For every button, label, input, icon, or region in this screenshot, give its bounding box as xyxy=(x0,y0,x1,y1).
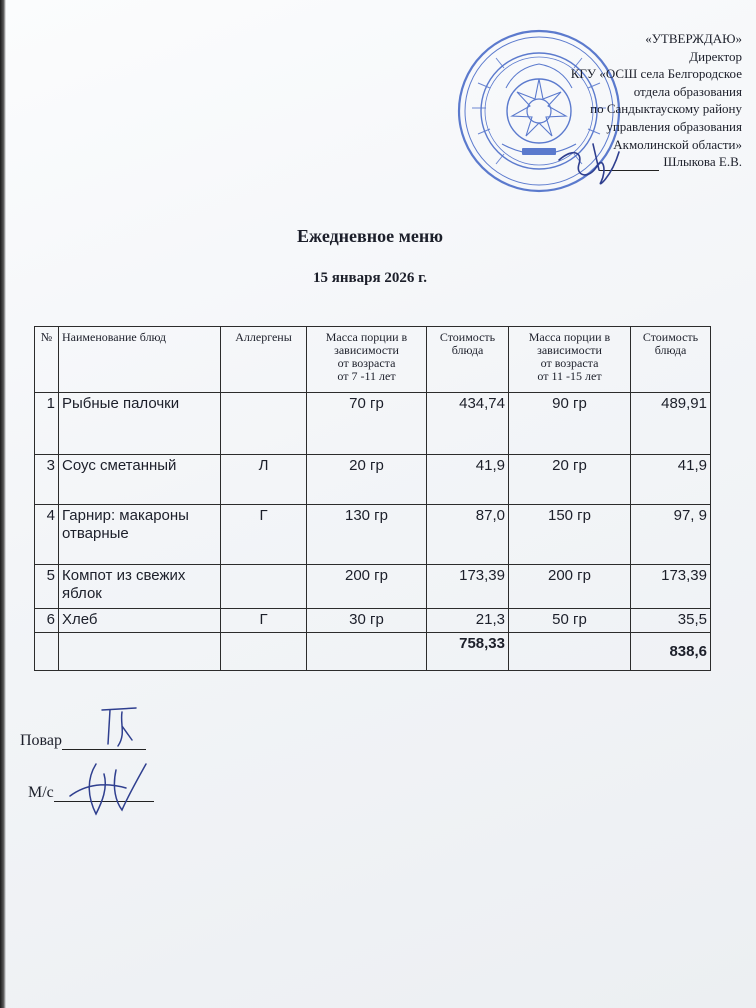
row-mass-7-11: 200 гр xyxy=(307,565,427,609)
total-empty xyxy=(59,633,221,671)
document-title: Ежедневное меню xyxy=(297,226,443,246)
table-row xyxy=(35,565,711,609)
row-mass-7-11: 130 гр xyxy=(307,505,427,565)
cook-signature xyxy=(96,704,146,750)
header-num: № xyxy=(35,327,59,393)
total-empty xyxy=(221,633,307,671)
row-dish-name: Рыбные палочки xyxy=(59,393,221,455)
row-dish-name: Компот из свежих яблок xyxy=(59,565,221,609)
cook-label: Повар xyxy=(20,732,62,749)
row-mass-11-15: 20 гр xyxy=(509,455,631,505)
row-cost-11-15: 35,5 xyxy=(631,609,711,633)
row-cost-7-11: 21,3 xyxy=(427,609,509,633)
approval-org-line-1: КГУ «ОСШ села Белгородское xyxy=(570,66,742,82)
table-header-row xyxy=(35,327,711,393)
header-mass2-line: зависимости xyxy=(537,343,602,357)
header-mass2-line: от возраста xyxy=(540,356,599,370)
row-mass-11-15: 200 гр xyxy=(509,565,631,609)
row-num: 3 xyxy=(35,455,59,505)
row-cost-11-15: 173,39 xyxy=(631,565,711,609)
header-cost-11-15 xyxy=(631,327,711,393)
header-name: Наименование блюд xyxy=(59,327,221,393)
row-dish-name: Хлеб xyxy=(59,609,221,633)
row-allergen xyxy=(221,565,307,609)
row-allergen xyxy=(221,393,307,455)
row-mass-7-11: 20 гр xyxy=(307,455,427,505)
table-row xyxy=(35,455,711,505)
menu-table xyxy=(34,326,711,671)
director-name: Шлыкова Е.В. xyxy=(663,154,742,170)
row-num: 6 xyxy=(35,609,59,633)
header-mass-7-11 xyxy=(307,327,427,393)
approval-heading: «УТВЕРЖДАЮ» xyxy=(645,31,742,46)
row-dish-name: Гарнир: макароны отварные xyxy=(59,505,221,565)
nurse-label: М/с xyxy=(28,784,54,801)
director-signature xyxy=(553,130,633,190)
approval-org-line-3: по Сандыктаускому району xyxy=(590,101,742,117)
header-mass2-line: Масса порции в xyxy=(528,330,611,344)
table-row xyxy=(35,393,711,455)
header-cost2-line: блюда xyxy=(654,343,687,357)
header-cost-7-11 xyxy=(427,327,509,393)
header-cost2-line: Стоимость xyxy=(642,330,699,344)
approval-org-line-2: отдела образования xyxy=(633,83,742,99)
header-mass-11-15 xyxy=(509,327,631,393)
header-cost1-line: блюда xyxy=(451,343,484,357)
header-mass1-line: от возраста xyxy=(337,356,396,370)
row-num: 4 xyxy=(35,505,59,565)
header-mass1-line: Масса порции в xyxy=(325,330,408,344)
row-allergen: Г xyxy=(221,505,307,565)
approval-org-line-4: управления образования xyxy=(606,118,742,134)
row-cost-11-15: 41,9 xyxy=(631,455,711,505)
row-allergen: Л xyxy=(221,455,307,505)
approval-org-line-5: Акмолинской области» xyxy=(613,136,742,152)
total-empty xyxy=(509,633,631,671)
table-row xyxy=(35,609,711,633)
row-mass-7-11: 70 гр xyxy=(307,393,427,455)
header-mass1-line: зависимости xyxy=(334,343,399,357)
header-allergens: Аллергены xyxy=(221,327,307,393)
row-mass-11-15: 50 гр xyxy=(509,609,631,633)
total-empty xyxy=(307,633,427,671)
document-date: 15 января 2026 г. xyxy=(313,270,427,286)
table-row xyxy=(35,505,711,565)
row-num: 5 xyxy=(35,565,59,609)
row-mass-11-15: 150 гр xyxy=(509,505,631,565)
total-cost-7-11: 758,33 xyxy=(427,633,509,671)
header-mass2-line: от 11 -15 лет xyxy=(537,369,602,383)
row-cost-7-11: 87,0 xyxy=(427,505,509,565)
nurse-signature xyxy=(66,752,156,822)
page-edge-shadow xyxy=(0,0,6,1008)
row-cost-11-15: 489,91 xyxy=(631,393,711,455)
row-cost-11-15: 97, 9 xyxy=(631,505,711,565)
total-empty xyxy=(35,633,59,671)
row-cost-7-11: 173,39 xyxy=(427,565,509,609)
row-allergen: Г xyxy=(221,609,307,633)
row-cost-7-11: 434,74 xyxy=(427,393,509,455)
row-mass-7-11: 30 гр xyxy=(307,609,427,633)
row-num: 1 xyxy=(35,393,59,455)
row-cost-7-11: 41,9 xyxy=(427,455,509,505)
header-cost1-line: Стоимость xyxy=(439,330,496,344)
row-dish-name: Соус сметанный xyxy=(59,455,221,505)
table-total-row xyxy=(35,633,711,671)
row-mass-11-15: 90 гр xyxy=(509,393,631,455)
approval-position: Директор xyxy=(689,48,742,64)
header-mass1-line: от 7 -11 лет xyxy=(337,369,396,383)
total-cost-11-15: 838,6 xyxy=(631,633,711,671)
